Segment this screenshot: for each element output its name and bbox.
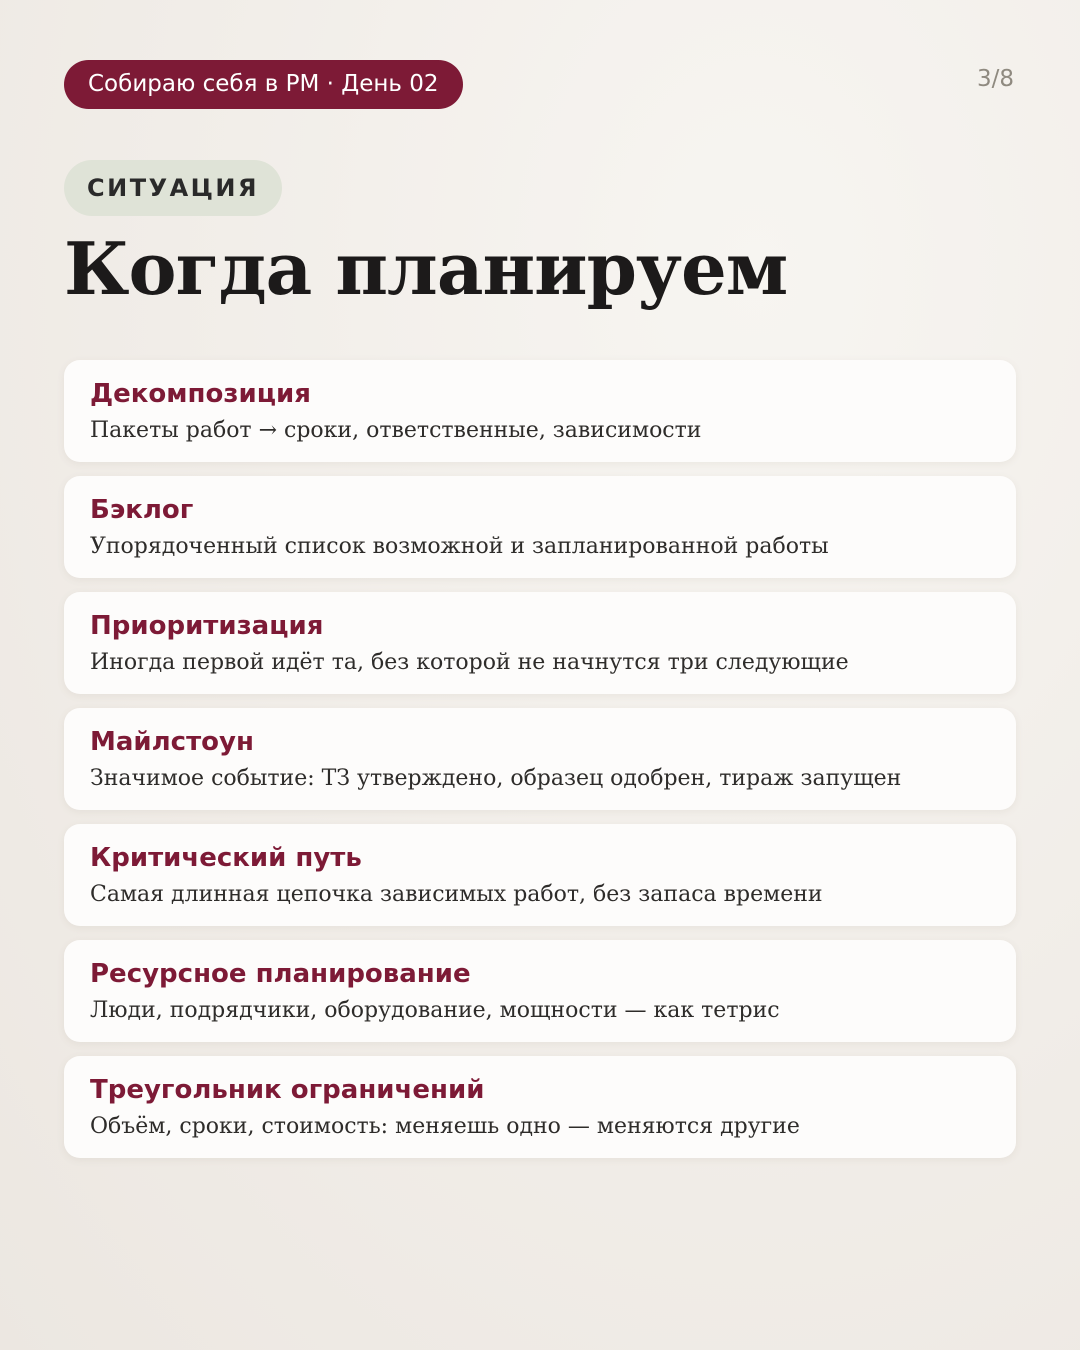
page-counter: 3/8 <box>976 66 1014 92</box>
term-card-milestone <box>64 708 1016 810</box>
term-card-description: Упорядоченный список возможной и запланированной работы <box>90 534 829 559</box>
term-card-title: Ресурсное планирование <box>90 959 471 989</box>
term-card-description: Значимое событие: ТЗ утверждено, образец одобрен, тираж запущен <box>90 766 902 791</box>
term-card-title: Треугольник ограничений <box>90 1075 485 1105</box>
term-card-prioritization <box>64 592 1016 694</box>
series-badge: Собираю себя в PM · День 02 <box>64 60 463 109</box>
term-card-decomposition <box>64 360 1016 462</box>
term-card-description: Пакеты работ → сроки, ответственные, зависимости <box>90 418 702 443</box>
term-card-list <box>64 360 1016 1172</box>
page-title: Когда планируем <box>64 226 788 311</box>
term-card-resource-planning <box>64 940 1016 1042</box>
section-label-badge: СИТУАЦИЯ <box>64 160 282 216</box>
term-card-description: Люди, подрядчики, оборудование, мощности — как тетрис <box>90 998 780 1023</box>
term-card-critical-path <box>64 824 1016 926</box>
term-card-title: Майлстоун <box>90 727 254 757</box>
term-card-description: Самая длинная цепочка зависимых работ, без запаса времени <box>90 882 823 907</box>
term-card-title: Приоритизация <box>90 611 324 641</box>
term-card-title: Критический путь <box>90 843 362 873</box>
term-card-title: Бэклог <box>90 495 194 525</box>
term-card-title: Декомпозиция <box>90 379 311 409</box>
term-card-constraint-triangle <box>64 1056 1016 1158</box>
term-card-description: Объём, сроки, стоимость: меняешь одно — меняются другие <box>90 1114 800 1139</box>
term-card-description: Иногда первой идёт та, без которой не начнутся три следующие <box>90 650 849 675</box>
term-card-backlog <box>64 476 1016 578</box>
